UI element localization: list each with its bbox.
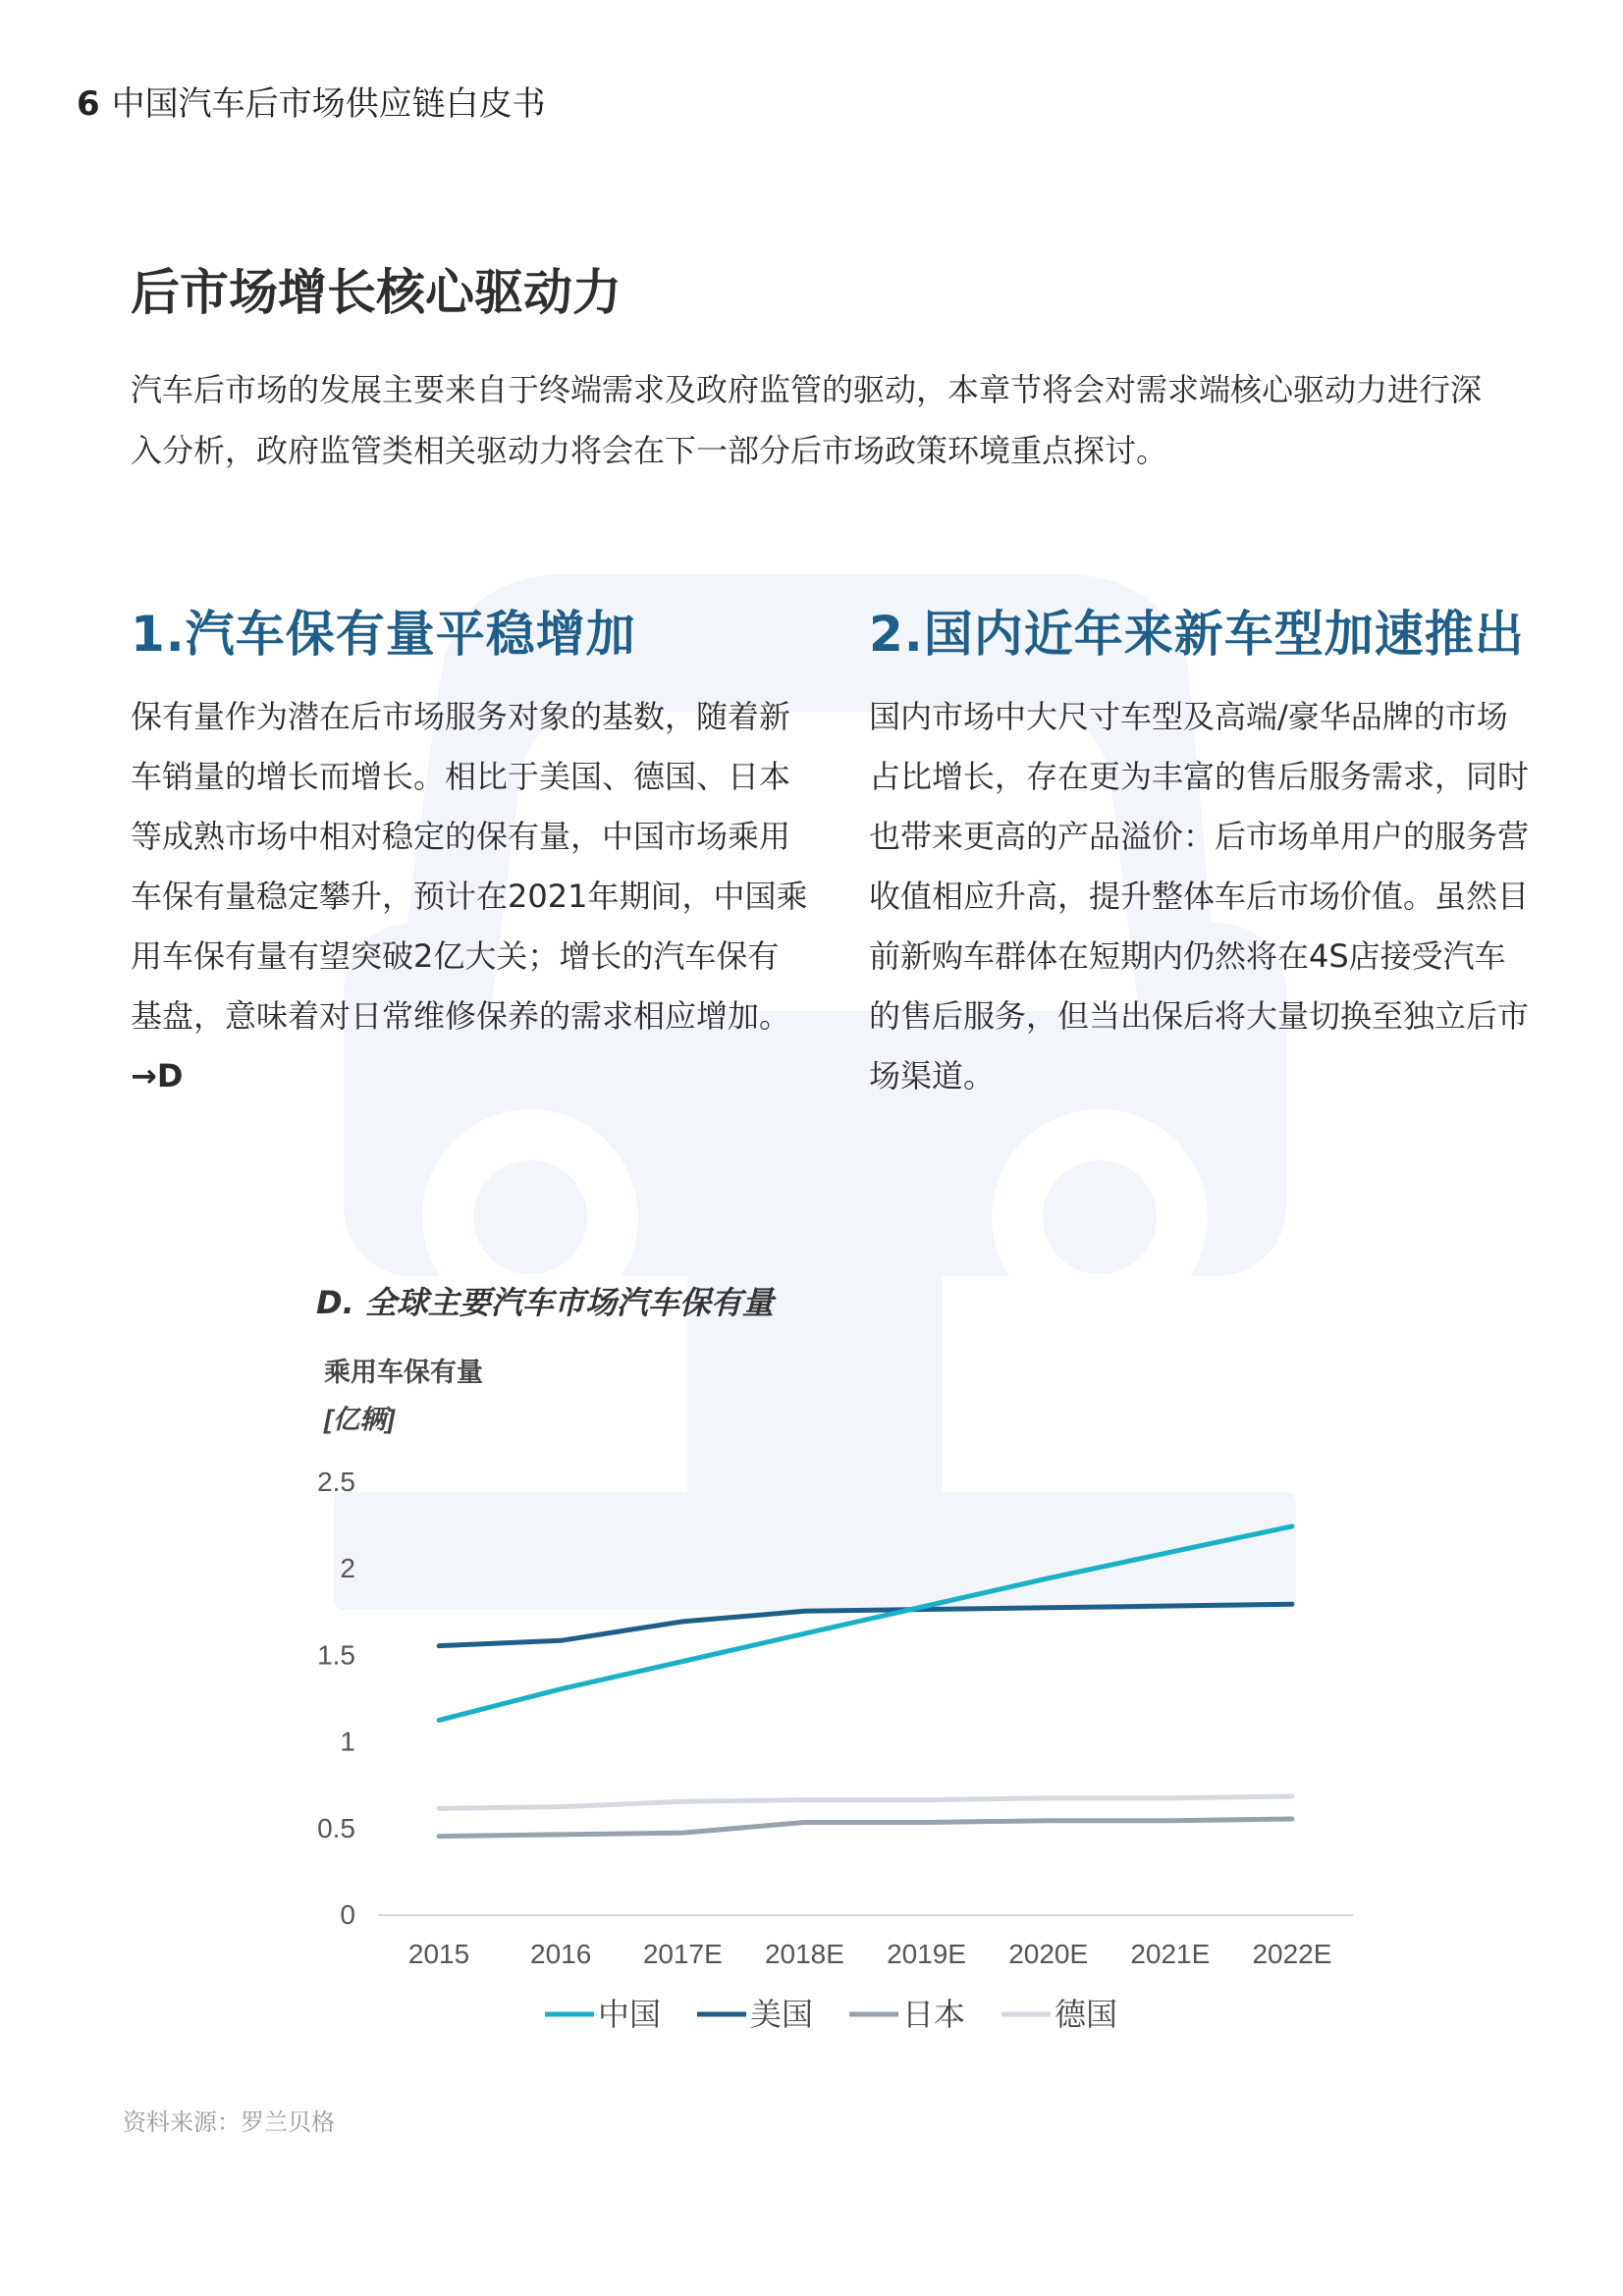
source-note: 资料来源：罗兰贝格	[123, 2109, 335, 2136]
point-1-heading: 1.汽车保有量平稳增加	[131, 606, 636, 663]
legend-label: 日本	[902, 1997, 966, 2032]
y-tick-label: 0.5	[317, 1812, 355, 1843]
legend-label: 中国	[598, 1997, 662, 2032]
series-line-2	[439, 1604, 1292, 1645]
series-line-1	[439, 1526, 1292, 1721]
series-line-4	[439, 1796, 1292, 1808]
x-tick-label: 2017E	[642, 1939, 723, 1969]
intro-paragraph: 汽车后市场的发展主要来自于终端需求及政府监管的驱动，本章节将会对需求端核心驱动力进行深入分析，政府监管类相关驱动力将会在下一部分后市场政策环境重点探讨。	[131, 371, 1483, 469]
point-1-body	[131, 687, 808, 1106]
line-chart	[295, 1350, 1375, 2056]
x-tick-label: 2021E	[1130, 1939, 1211, 1969]
y-axis-unit: [亿辆]	[324, 1405, 395, 1434]
series-line-3	[439, 1819, 1292, 1837]
y-tick-label: 1	[340, 1726, 355, 1757]
point-2	[869, 595, 1537, 1106]
point-1-text: 保有量作为潜在后市场服务对象的基数，随着新车销量的增长而增长。相比于美国、德国、日本等成熟市场中相对稳定的保有量，中国市场乘用车保有量稳定攀升，预计在2021年期间，中国乘用车保有量有望突破2亿大关；增长的汽车保有基盘，意味着对日常维修保养的需求相应增加。	[131, 698, 808, 1035]
page-header	[77, 77, 546, 125]
chart-title: D. 全球主要汽车市场汽车保有量	[316, 1284, 774, 1321]
x-tick-label: 2020E	[1008, 1939, 1089, 1969]
x-tick-label: 2015	[407, 1939, 470, 1969]
x-tick-label: 2022E	[1252, 1939, 1332, 1969]
point-1	[131, 595, 808, 1106]
y-tick-label: 0	[340, 1899, 355, 1930]
section-title: 后市场增长核心驱动力	[131, 264, 622, 321]
y-tick-label: 1.5	[317, 1639, 355, 1671]
x-tick-label: 2018E	[764, 1939, 844, 1969]
point-2-heading: 2.国内近年来新车型加速推出	[869, 606, 1525, 663]
y-axis-title: 乘用车保有量	[324, 1358, 483, 1387]
chart-reference-link[interactable]: →D	[131, 1057, 184, 1095]
x-tick-label: 2016	[530, 1939, 592, 1969]
page-number: 6	[77, 84, 100, 124]
x-tick-label: 2019E	[887, 1939, 967, 1969]
y-tick-label: 2.5	[317, 1467, 355, 1497]
legend-label: 美国	[750, 1997, 814, 2032]
point-2-body: 国内市场中大尺寸车型及高端/豪华品牌的市场占比增长，存在更为丰富的售后服务需求，同时也带来更高的产品溢价：后市场单用户的服务营收值相应升高，提升整体车后市场价值。虽然目前新购车群体在短期内仍然将在4S店接受汽车的售后服务，但当出保后将大量切换至独立后市场渠道。	[869, 698, 1530, 1095]
legend-label: 德国	[1055, 1997, 1118, 2032]
document-title: 中国汽车后市场供应链白皮书	[111, 84, 546, 124]
y-tick-label: 2	[340, 1553, 355, 1584]
